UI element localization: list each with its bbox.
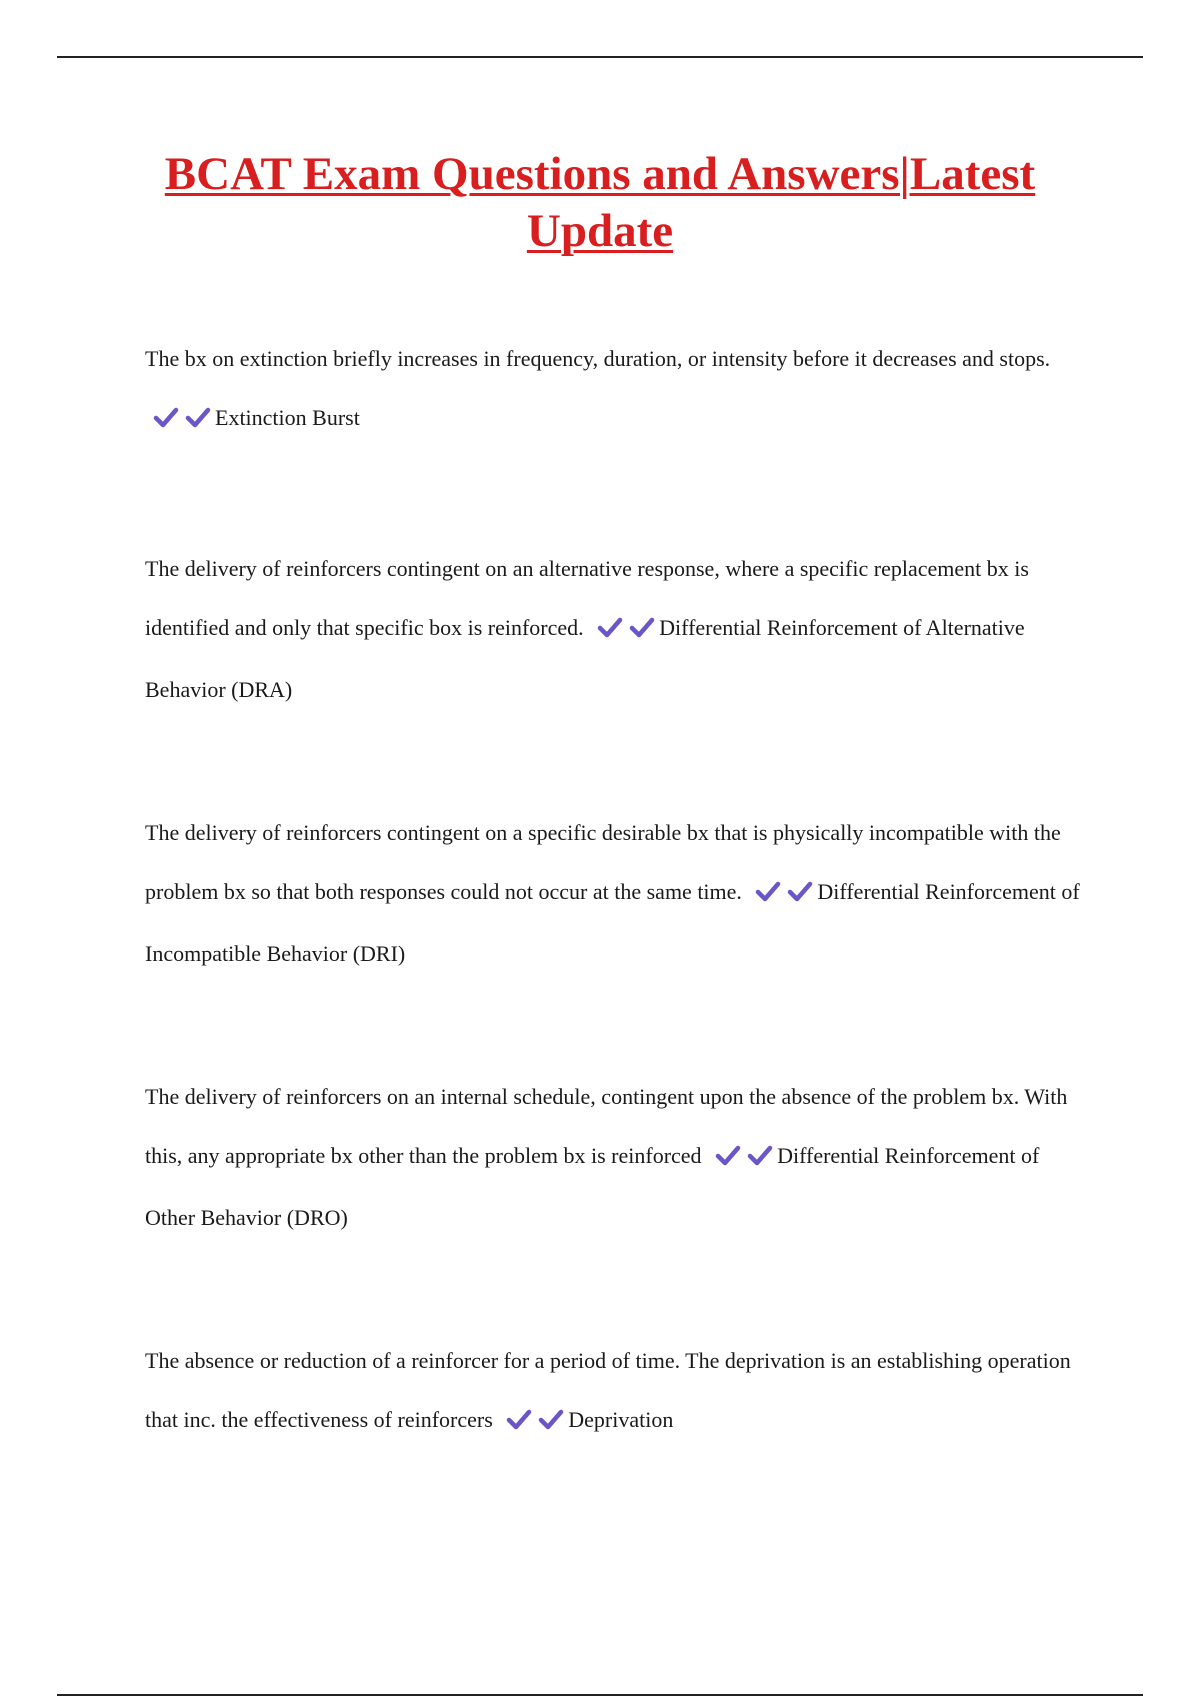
checkmark-icon	[755, 880, 781, 902]
checkmark-icon	[787, 880, 813, 902]
checkmark-icon	[185, 406, 211, 428]
qa-item	[145, 539, 1090, 719]
question-text: The delivery of reinforcers contingent on a specific desirable bx that is physically incompatible with the problem bx so that both responses could not occur at the same time.	[145, 820, 1061, 904]
answer-text: Deprivation	[568, 1407, 674, 1432]
question-text: The bx on extinction briefly increases in frequency, duration, or intensity before it decreases and stops.	[145, 346, 1051, 371]
answer-text: Differential Reinforcement of Alternative Behavior (DRA)	[145, 615, 1025, 702]
answer-text: Extinction Burst	[215, 405, 360, 430]
check-pair	[755, 865, 813, 924]
qa-item	[145, 329, 1090, 450]
question-text: The absence or reduction of a reinforcer for a period of time. The deprivation is an establishing operation that inc. the effectiveness of reinforcers	[145, 1348, 1071, 1432]
qa-item	[145, 1331, 1090, 1452]
top-divider	[57, 56, 1143, 58]
bottom-divider	[57, 1694, 1143, 1696]
question-text: The delivery of reinforcers contingent on an alternative response, where a specific replacement bx is identified and only that specific box is reinforced.	[145, 556, 1029, 640]
checkmark-icon	[153, 406, 179, 428]
checkmark-icon	[597, 616, 623, 638]
checkmark-icon	[715, 1144, 741, 1166]
answer-text: Differential Reinforcement of Incompatible Behavior (DRI)	[145, 879, 1080, 966]
checkmark-icon	[506, 1408, 532, 1430]
check-pair	[715, 1129, 773, 1188]
check-pair	[597, 601, 655, 660]
qa-item	[145, 803, 1090, 983]
qa-item	[145, 1067, 1090, 1247]
document-title: BCAT Exam Questions and Answers|Latest Update	[164, 148, 1036, 257]
check-pair	[506, 1393, 564, 1452]
question-text: The delivery of reinforcers on an internal schedule, contingent upon the absence of the problem bx. With this, any appropriate bx other than the problem bx is reinforced	[145, 1084, 1068, 1168]
check-pair	[153, 391, 211, 450]
checkmark-icon	[747, 1144, 773, 1166]
checkmark-icon	[629, 616, 655, 638]
checkmark-icon	[538, 1408, 564, 1430]
answer-text: Differential Reinforcement of Other Behavior (DRO)	[145, 1143, 1040, 1230]
